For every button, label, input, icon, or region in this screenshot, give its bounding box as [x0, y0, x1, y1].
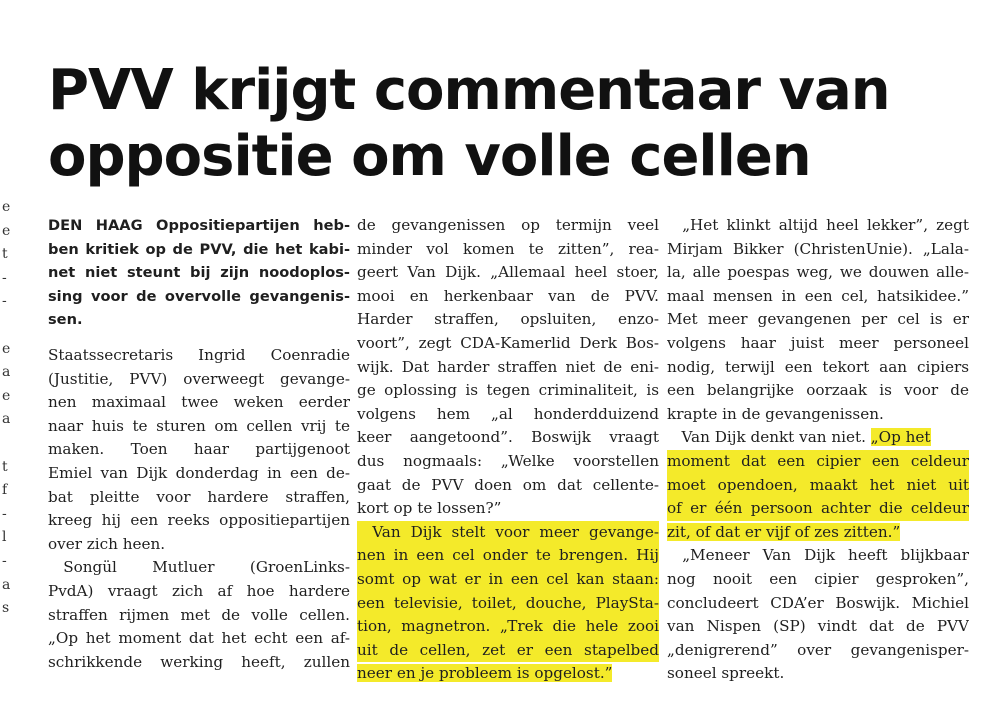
article-column-1 [48, 214, 350, 674]
edge-char: - [2, 552, 7, 569]
article-line-text: nodig, terwijl een tekort aan cipiers [667, 357, 969, 376]
article-line-text: DEN HAAG Oppositiepartijen heb- [48, 217, 350, 234]
article-line-text: net niet steunt bij zijn noodoplos- [48, 264, 350, 282]
article-line [48, 214, 350, 238]
article-line [357, 403, 659, 427]
highlighted-text: of er één persoon achter die celdeur [667, 499, 969, 518]
article-line [357, 426, 659, 450]
edge-char: f [2, 482, 8, 499]
edge-char: a [2, 411, 11, 428]
highlighted-text: neer en je probleem is opgelost.” [357, 664, 613, 683]
article-column-3 [667, 214, 969, 686]
article-line-text: kreeg hij een reeks oppositiepartijen [48, 511, 350, 530]
article-line-text: la, alle poespas weg, we douwen alle- [667, 263, 969, 282]
edge-char: e [2, 199, 11, 215]
article-line-text: Emiel van Dijk donderdag in een de- [48, 463, 350, 482]
article-line [48, 486, 350, 510]
article-line [667, 285, 969, 309]
article-line [667, 592, 969, 616]
edge-char: l [2, 529, 7, 546]
article-line [357, 639, 659, 663]
headline-line-1: PVV krijgt commentaar van [48, 58, 890, 123]
article-line [357, 662, 659, 686]
article-line [667, 403, 969, 427]
article-line [48, 509, 350, 533]
article-line [48, 627, 350, 651]
article-line-text: Staatssecretaris Ingrid Coenradie [48, 345, 350, 364]
article-line-text: sing voor de overvolle gevangenis- [48, 287, 350, 305]
edge-char: e [2, 387, 11, 404]
highlighted-text: somt op wat er in een cel kan staan: [357, 569, 659, 588]
article-line [667, 474, 969, 498]
edge-char: - [2, 505, 7, 522]
article-line [667, 450, 969, 474]
article-line-text: „denigrerend” over gevangenisper- [667, 640, 969, 659]
article-line-text: naar huis te sturen om cellen vrij te [48, 416, 350, 435]
article-line-text: straffen rijmen met de volle cellen. [48, 605, 350, 624]
article-line-text: Songül Mutluer (GroenLinks- [48, 558, 350, 577]
article-line [667, 521, 969, 545]
article-line [667, 426, 969, 450]
edge-char: e [2, 340, 11, 357]
article-line-text: sen. [48, 311, 83, 329]
article-line-text: Mirjam Bikker (ChristenUnie). „Lala- [667, 239, 969, 258]
edge-char: t [2, 458, 8, 475]
edge-char: - [2, 293, 7, 310]
article-line [357, 568, 659, 592]
article-line [667, 662, 969, 686]
article-line-text: volgens hem „al honderdduizend [357, 404, 659, 423]
article-line-text: geert Van Dijk. „Allemaal heel stoer, [357, 263, 659, 282]
article-line [357, 356, 659, 380]
article-line [357, 332, 659, 356]
article-line [667, 214, 969, 238]
edge-char: - [2, 269, 7, 286]
article-line-text: Van Dijk denkt van niet. [667, 428, 871, 447]
article-line-text: Harder straffen, opsluiten, enzo- [357, 310, 659, 329]
paragraph-gap [48, 332, 350, 344]
article-line-text: PvdA) vraagt zich af hoe hardere [48, 581, 350, 600]
article-line [48, 533, 350, 557]
article-line [48, 604, 350, 628]
article-line-text: van Nispen (SP) vindt dat de PVV [667, 617, 969, 636]
article-headline [48, 58, 948, 190]
article-line [667, 568, 969, 592]
article-line-text: schrikkende werking heeft, zullen [48, 652, 350, 671]
article-line-text: nen maximaal twee weken eerder [48, 393, 350, 412]
edge-char [2, 314, 18, 338]
article-line [48, 391, 350, 415]
article-line-text: keer aangetoond”. Boswijk vraagt [357, 428, 659, 447]
article-line [357, 261, 659, 285]
article-line-text: een belangrijke oorzaak is voor de [667, 381, 969, 400]
article-line [48, 285, 350, 309]
article-line [357, 214, 659, 238]
article-line [667, 544, 969, 568]
article-line-text: minder vol komen te zitten”, rea- [357, 239, 659, 258]
article-line [48, 651, 350, 675]
previous-page-edge [2, 196, 18, 621]
article-line [48, 261, 350, 285]
highlighted-text: moment dat een cipier een celdeur [667, 451, 969, 470]
article-line-text: „Het klinkt altijd heel lekker”, zegt [667, 216, 969, 234]
article-line-text: ge oplossing is tegen criminaliteit, is [357, 381, 659, 400]
highlighted-text: zit, of dat er vijf of zes zitten.” [667, 522, 901, 541]
article-line [357, 308, 659, 332]
edge-char: e [2, 222, 11, 239]
highlighted-text: „Op het [870, 428, 931, 447]
article-line-text: Met meer gevangenen per cel is er [667, 310, 969, 329]
article-line [667, 497, 969, 521]
article-line [667, 308, 969, 332]
article-line [667, 261, 969, 285]
article-line-text: „Meneer Van Dijk heeft blijkbaar [667, 546, 969, 565]
article-line [48, 580, 350, 604]
article-line [48, 462, 350, 486]
article-line [667, 332, 969, 356]
article-line-text: wijk. Dat harder straffen niet de eni- [357, 357, 659, 376]
article-line-text: nog nooit een cipier gesproken”, [667, 569, 969, 588]
article-line-text: volgens haar juist meer personeel [667, 333, 969, 352]
article-line [357, 379, 659, 403]
article-line [667, 238, 969, 262]
article-line-text: (Justitie, PVV) overweegt gevange- [48, 369, 350, 388]
article-line [48, 556, 350, 580]
article-line [48, 415, 350, 439]
edge-char: s [2, 600, 10, 617]
article-line [667, 639, 969, 663]
article-line [48, 238, 350, 262]
article-line [357, 592, 659, 616]
article-line [357, 238, 659, 262]
article-line-text: de gevangenissen op termijn veel [357, 216, 659, 234]
article-line [357, 285, 659, 309]
edge-char: t [2, 246, 8, 263]
article-line [357, 521, 659, 545]
article-line-text: mooi en herkenbaar van de PVV. [357, 286, 659, 305]
article-line-text: krapte in de gevangenissen. [667, 404, 884, 423]
edge-char: a [2, 576, 11, 593]
article-line-text: voort”, zegt CDA-Kamerlid Derk Bos- [357, 333, 659, 352]
article-line-text: maal mensen in een cel, hatsikidee.” [667, 286, 969, 305]
edge-char [2, 432, 18, 456]
article-line [667, 356, 969, 380]
article-line-text: concludeert CDA’er Boswijk. Michiel [667, 593, 969, 612]
article-line [667, 615, 969, 639]
article-line-text: „Op het moment dat het echt een af- [48, 629, 350, 648]
article-line [48, 344, 350, 368]
article-line [48, 308, 350, 332]
article-line [357, 615, 659, 639]
article-line-text: ben kritiek op de PVV, die het kabi- [48, 240, 350, 258]
article-line-text: soneel spreekt. [667, 664, 785, 683]
headline-line-2: oppositie om volle cellen [48, 124, 811, 189]
highlighted-text: moet opendoen, maakt het niet uit [667, 475, 969, 494]
highlighted-text: tion, magnetron. „Trek die hele zooi [357, 617, 659, 636]
article-column-2 [357, 214, 659, 686]
article-line-text: gaat de PVV doen om dat cellente- [357, 475, 659, 494]
highlighted-text: uit de cellen, zet er een stapelbed [357, 640, 659, 659]
article-line-text: maken. Toen haar partijgenoot [48, 440, 350, 459]
article-line [357, 450, 659, 474]
article-line [667, 379, 969, 403]
article-line-text: dus nogmaals: „Welke voorstellen [357, 451, 659, 470]
highlighted-text: een televisie, toilet, douche, PlaySta- [357, 593, 659, 612]
article-line [357, 497, 659, 521]
article-line [357, 474, 659, 498]
article-line-text: kort op te lossen?” [357, 499, 502, 518]
highlighted-text: nen in een cel onder te brengen. Hij [357, 546, 659, 565]
article-line-text: over zich heen. [48, 534, 166, 553]
article-line [48, 368, 350, 392]
highlighted-text: Van Dijk stelt voor meer gevange- [357, 522, 659, 541]
article-line-text: bat pleitte voor hardere straffen, [48, 487, 350, 506]
article-line [357, 544, 659, 568]
article-line [48, 438, 350, 462]
edge-char: a [2, 364, 11, 381]
